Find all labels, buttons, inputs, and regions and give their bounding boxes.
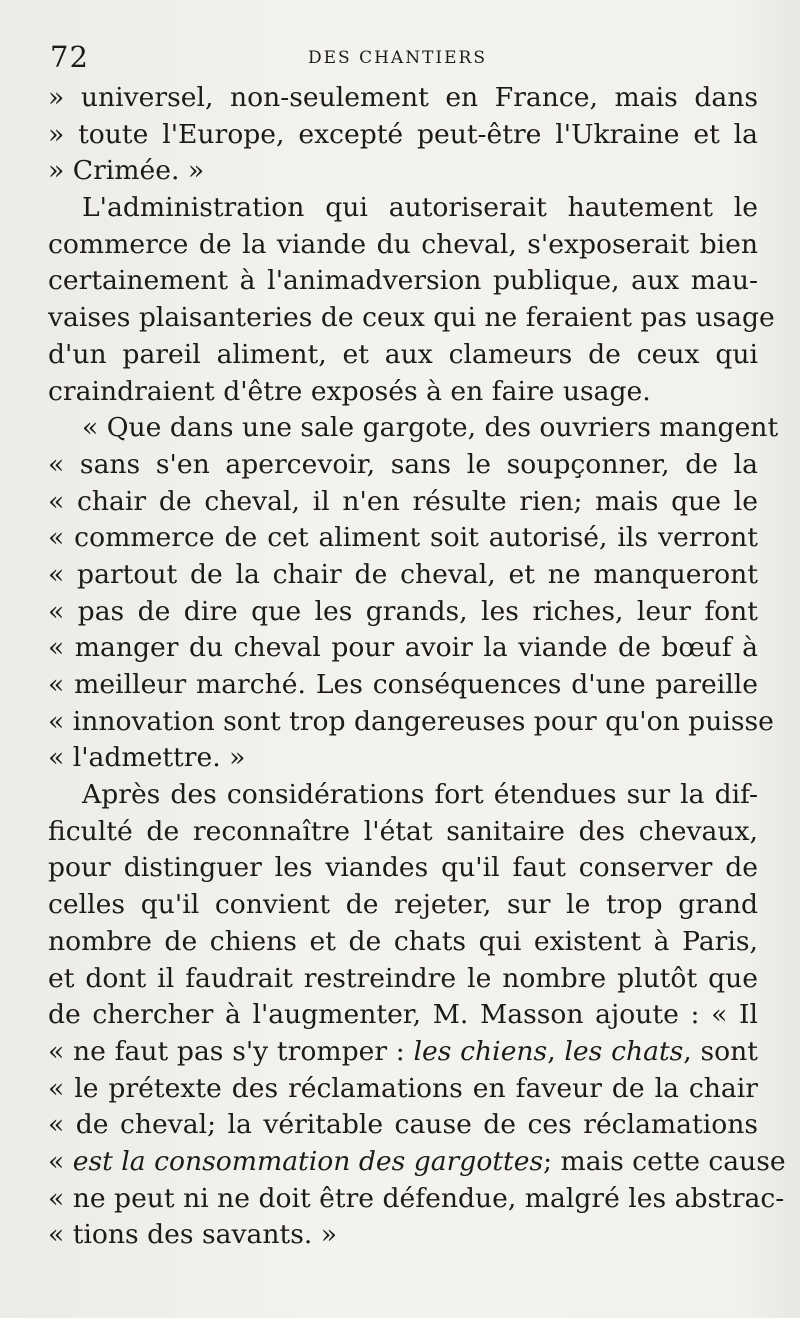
running-title: DES CHANTIERS [308,48,487,68]
text-line: « l'admettre. » [48,742,246,774]
text-line: « est la consommation des gargottes; mais cette cause [48,1145,786,1177]
text-line: « innovation sont trop dangereuses pour qu'on puisse [48,705,774,737]
text-line: nombre de chiens et de chats qui existent à Paris, [48,925,758,957]
text-line: « Que dans une sale gargote, des ouvriers mangent [82,412,779,444]
body-text [48,80,786,1254]
text-line: de chercher à l'augmenter, M. Masson ajoute : « Il [48,999,758,1031]
text-line: » universel, non-seulement en France, mais dans [48,82,758,113]
text-line: d'un pareil aliment, et aux clameurs de ceux qui [48,338,758,370]
text-line: » Crimée. » [48,155,205,187]
text-line: L'administration qui autoriserait hautement le [82,192,758,224]
text-line: pour distinguer les viandes qu'il faut conserver de [48,852,758,884]
text-line: « le prétexte des réclamations en faveur de la chair [48,1072,758,1104]
text-line: « ne faut pas s'y tromper : les chiens, les chats, sont [48,1035,758,1067]
text-line: « de cheval; la véritable cause de ces réclamations [48,1109,758,1141]
text-line: » toute l'Europe, excepté peut-être l'Ukraine et la [48,118,758,150]
text-line: « chair de cheval, il n'en résulte rien; mais que le [48,485,758,517]
text-line: « tions des savants. » [48,1219,338,1251]
text-line: et dont il faudrait restreindre le nombre plutôt que [48,962,758,994]
text-line: « manger du cheval pour avoir la viande de bœuf à [48,632,758,664]
text-line: « commerce de cet aliment soit autorisé, ils verront [48,522,758,554]
text-line: « meilleur marché. Les conséquences d'une pareille [48,669,758,700]
text-line: « partout de la chair de cheval, et ne manqueront [48,558,758,590]
text-line: « sans s'en apercevoir, sans le soupçonner, de la [48,448,758,480]
text-line: « ne peut ni ne doit être défendue, malgré les abstrac- [48,1182,785,1214]
text-line: craindraient d'être exposés à en faire usage. [48,375,651,407]
page-number: 72 [50,40,89,74]
text-line: certainement à l'animadversion publique, aux mau- [48,265,758,297]
text-line: vaises plaisanteries de ceux qui ne feraient pas usage [48,302,775,334]
text-line: ficulté de reconnaître l'état sanitaire des chevaux, [48,815,758,847]
text-line: « pas de dire que les grands, les riches, leur font [48,595,758,627]
text-line: celles qu'il convient de rejeter, sur le trop grand [48,889,758,921]
text-line: Après des considérations fort étendues sur la dif- [82,779,758,811]
page-header [50,40,750,80]
text-line: commerce de la viande du cheval, s'exposerait bien [48,228,758,260]
